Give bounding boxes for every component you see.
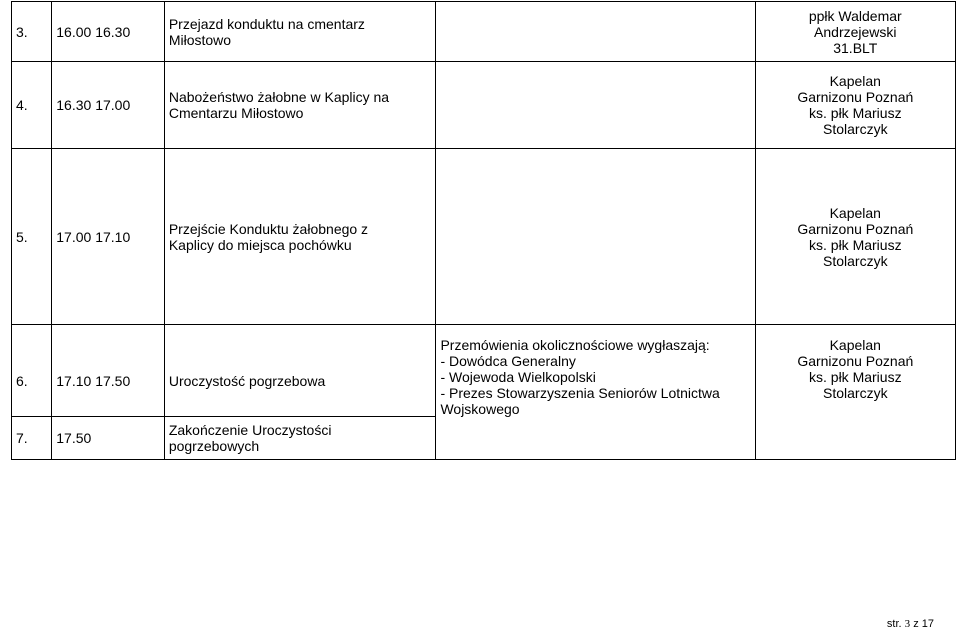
event-line: Uroczystość pogrzebowa bbox=[168, 372, 326, 389]
description-line: - Dowódca Generalny bbox=[440, 353, 576, 369]
row-time: 16.30 17.00 bbox=[52, 62, 165, 149]
row-number: 6. bbox=[12, 325, 52, 417]
page-number bbox=[887, 618, 934, 631]
page-prefix: str. bbox=[886, 618, 902, 630]
row-number: 4. bbox=[12, 62, 52, 149]
responsible-line: ppłk Waldemar bbox=[808, 7, 902, 24]
responsible-line: Garnizonu Poznań bbox=[797, 353, 914, 369]
row-responsible bbox=[755, 62, 955, 149]
description-line: - Prezes Stowarzyszenia Seniorów Lotnictwa bbox=[440, 385, 720, 401]
table-row bbox=[12, 2, 956, 62]
responsible-line: Kapelan bbox=[829, 73, 881, 89]
row-responsible bbox=[755, 325, 955, 460]
row-description bbox=[436, 149, 755, 325]
page-current: 3 bbox=[904, 618, 911, 630]
page-total: 17 bbox=[921, 618, 934, 630]
description-line: - Wojewoda Wielkopolski bbox=[440, 369, 596, 385]
table-row bbox=[12, 62, 956, 149]
row-event bbox=[164, 62, 436, 149]
row-time: 17.00 17.10 bbox=[52, 149, 165, 325]
row-event bbox=[164, 417, 436, 460]
row-responsible bbox=[755, 2, 955, 62]
row-event bbox=[164, 149, 436, 325]
event-line: Nabożeństwo żałobne w Kaplicy na bbox=[168, 89, 390, 105]
row-description bbox=[436, 62, 755, 149]
row-time: 17.50 bbox=[52, 417, 165, 460]
row-event bbox=[164, 325, 436, 417]
page-separator: z bbox=[913, 618, 919, 630]
responsible-line: 31.BLT bbox=[833, 39, 878, 56]
responsible-line: Kapelan bbox=[829, 204, 881, 221]
row-time: 16.00 16.30 bbox=[52, 2, 165, 62]
row-number: 5. bbox=[12, 149, 52, 325]
table-row bbox=[12, 325, 956, 417]
row-description bbox=[436, 2, 755, 62]
responsible-line: Garnizonu Poznań bbox=[797, 89, 914, 105]
table-row bbox=[12, 149, 956, 325]
event-line: Przejście Konduktu żałobnego z bbox=[168, 220, 369, 237]
row-responsible bbox=[755, 149, 955, 325]
description-line: Wojskowego bbox=[440, 401, 520, 417]
responsible-line: Garnizonu Poznań bbox=[797, 220, 914, 237]
row-number: 7. bbox=[12, 417, 52, 460]
responsible-line: ks. płk Mariusz bbox=[809, 369, 902, 385]
event-line: Zakończenie Uroczystości bbox=[168, 422, 332, 438]
description-line: Przemówienia okolicznościowe wygłaszają: bbox=[440, 337, 710, 353]
event-line: Cmentarzu Miłostowo bbox=[168, 105, 304, 121]
event-line: Miłostowo bbox=[168, 31, 232, 48]
responsible-line: Stolarczyk bbox=[823, 121, 888, 137]
row-event bbox=[164, 2, 436, 62]
responsible-line: ks. płk Mariusz bbox=[809, 105, 902, 121]
responsible-line: Stolarczyk bbox=[823, 385, 888, 401]
row-time: 17.10 17.50 bbox=[52, 325, 165, 417]
row-description bbox=[436, 325, 755, 460]
event-line: Przejazd konduktu na cmentarz bbox=[168, 15, 365, 32]
responsible-line: Kapelan bbox=[829, 337, 881, 353]
responsible-line: ks. płk Mariusz bbox=[809, 236, 902, 253]
responsible-line: Andrzejewski bbox=[814, 23, 897, 40]
row-number: 3. bbox=[12, 2, 52, 62]
event-line: Kaplicy do miejsca pochówku bbox=[168, 236, 352, 253]
responsible-line: Stolarczyk bbox=[823, 252, 888, 269]
schedule-table bbox=[11, 1, 956, 460]
event-line: pogrzebowych bbox=[168, 438, 260, 454]
